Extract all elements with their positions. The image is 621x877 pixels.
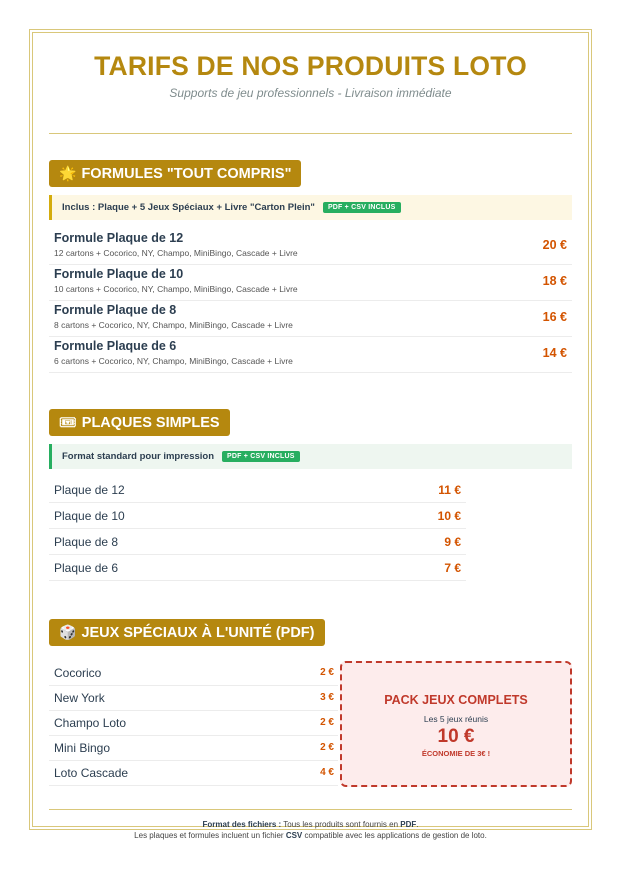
section-title-text: PLAQUES SIMPLES <box>81 414 220 431</box>
plaque-name: Plaque de 10 <box>54 509 125 523</box>
plaque-row <box>49 529 466 555</box>
formula-desc: 12 cartons + Cocorico, NY, Champo, MiniBingo, Cascade + Livre <box>54 248 298 258</box>
plaque-row <box>49 555 466 581</box>
game-price: 2 € <box>320 667 334 678</box>
footer-pdf: PDF <box>400 820 417 829</box>
formula-price: 20 € <box>542 238 567 252</box>
game-name: Champo Loto <box>54 716 127 730</box>
game-row <box>49 686 338 711</box>
formula-desc: 8 cartons + Cocorico, NY, Champo, MiniBingo, Cascade + Livre <box>54 320 293 330</box>
section-title-plaques <box>49 409 230 436</box>
game-row <box>49 661 338 686</box>
game-name: Loto Cascade <box>54 766 129 780</box>
footer-line-2 <box>0 831 621 840</box>
pack-price: 10 € <box>437 726 475 747</box>
plaque-name: Plaque de 8 <box>54 535 119 549</box>
formula-row <box>49 300 572 337</box>
page-title: TARIFS DE NOS PRODUITS LOTO <box>94 51 527 81</box>
plaque-row <box>49 503 466 529</box>
plaque-row <box>49 477 466 503</box>
formula-price: 16 € <box>542 310 567 324</box>
game-price: 4 € <box>320 767 334 778</box>
star-icon: 🌟 <box>59 165 77 181</box>
game-row <box>49 761 338 786</box>
game-row <box>49 736 338 761</box>
formules-info-text: Inclus : Plaque + 5 Jeux Spéciaux + Livre "Carton Plein" <box>62 202 315 213</box>
footer-text: Les plaques et formules incluent un fichier <box>134 831 286 840</box>
game-price: 3 € <box>320 692 334 703</box>
formula-row <box>49 336 572 373</box>
formula-price: 18 € <box>542 274 567 288</box>
game-name: Mini Bingo <box>54 741 111 755</box>
game-price: 2 € <box>320 742 334 753</box>
footer-csv: CSV <box>285 831 303 840</box>
plaques-info-bar <box>49 444 572 469</box>
formula-row <box>49 264 572 301</box>
formula-desc: 6 cartons + Cocorico, NY, Champo, MiniBingo, Cascade + Livre <box>54 356 293 366</box>
formules-info-bar <box>49 195 572 220</box>
section-title-text: JEUX SPÉCIAUX À L'UNITÉ (PDF) <box>81 624 315 641</box>
dice-icon: 🎲 <box>59 624 77 640</box>
formula-name: Formule Plaque de 12 <box>54 231 184 245</box>
plaque-price: 10 € <box>437 509 461 523</box>
pack-title: PACK JEUX COMPLETS <box>384 693 528 707</box>
footer-text: . <box>416 820 419 829</box>
game-price: 2 € <box>320 717 334 728</box>
formula-name: Formule Plaque de 10 <box>54 267 184 281</box>
formula-price: 14 € <box>542 346 567 360</box>
formula-name: Formule Plaque de 8 <box>54 303 177 317</box>
page-subtitle: Supports de jeu professionnels - Livraison immédiate <box>169 86 452 100</box>
header-divider <box>49 133 572 134</box>
pdf-csv-badge: PDF + CSV INCLUS <box>323 202 401 213</box>
formula-desc: 10 cartons + Cocorico, NY, Champo, MiniBingo, Cascade + Livre <box>54 284 298 294</box>
formula-name: Formule Plaque de 6 <box>54 339 177 353</box>
plaque-price: 11 € <box>438 483 461 497</box>
ticket-icon: 🎟 <box>59 414 77 430</box>
footer-divider <box>49 809 572 810</box>
footer-text: compatible avec les applications de gestion de loto. <box>302 831 487 840</box>
plaques-info-text: Format standard pour impression <box>62 451 215 462</box>
plaque-name: Plaque de 6 <box>54 561 119 575</box>
plaque-price: 9 € <box>444 535 461 549</box>
footer-label: Format des fichiers : <box>202 820 282 829</box>
plaque-name: Plaque de 12 <box>54 483 125 497</box>
section-title-formules <box>49 160 301 187</box>
game-name: Cocorico <box>54 666 102 680</box>
formula-row <box>49 228 572 265</box>
footer-line-1 <box>0 820 621 829</box>
game-name: New York <box>54 691 105 705</box>
pack-saving: ÉCONOMIE DE 3€ ! <box>421 749 491 758</box>
section-title-text: FORMULES "TOUT COMPRIS" <box>81 165 292 182</box>
plaque-price: 7 € <box>444 561 461 575</box>
pack-subtitle: Les 5 jeux réunis <box>423 714 489 724</box>
section-title-jeux <box>49 619 325 646</box>
game-row <box>49 711 338 736</box>
pack-jeux-box <box>340 661 572 787</box>
footer-text: Tous les produits sont fournis en <box>281 820 401 829</box>
pdf-csv-badge: PDF + CSV INCLUS <box>222 451 300 462</box>
